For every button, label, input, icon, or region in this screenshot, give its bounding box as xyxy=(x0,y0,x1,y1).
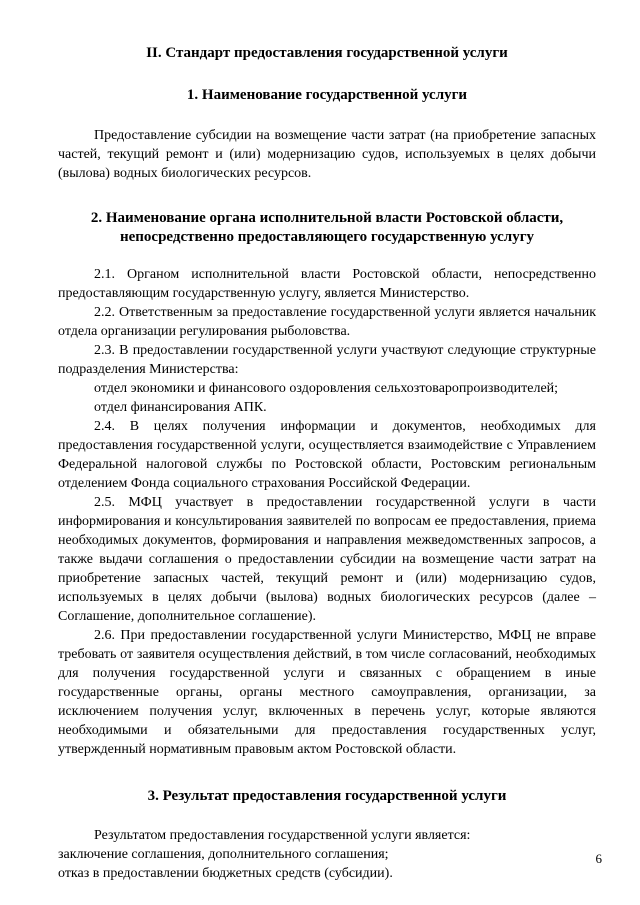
clause-2-5: 2.5. МФЦ участвует в предоставлении государственной услуги в части информирования и консультирования заявителей по вопросам ее предоставления, приема необходимых документов, формирования и направления межведомственных запросов, а также выдачи соглашения о предоставлении субсидии на возмещение части затрат на приобретение запасных частей, текущий ремонт и (или) модернизацию судов, используемых в целях добычи (вылова) водных биологических ресурсов (далее – Соглашение, дополнительное соглашение). xyxy=(58,495,596,624)
section-3-heading: 3. Результат предоставления государственной услуги xyxy=(147,788,507,804)
section-2-heading-line-2: непосредственно предоставляющего государственную услугу xyxy=(119,229,535,245)
clause-2-3-item-2: отдел финансирования АПК. xyxy=(94,400,267,415)
clause-2-3-item-1: отдел экономики и финансового оздоровления сельхозтоваропроизводителей; xyxy=(94,381,559,396)
section-2-heading-line-1: 2. Наименование органа исполнительной власти Ростовской области, xyxy=(90,210,564,226)
page-number: 6 xyxy=(595,851,602,866)
clause-2-2: 2.2. Ответственным за предоставление государственной услуги является начальник отдела организации регулирования рыболовства. xyxy=(58,305,596,339)
clause-2-1: 2.1. Органом исполнительной власти Ростовской области, непосредственно предоставляющим государственную услугу, является Министерство. xyxy=(58,267,596,301)
clause-2-4: 2.4. В целях получения информации и документов, необходимых для предоставления государственной услуги, осуществляется взаимодействие с Управлением Федеральной налоговой службы по Ростовской области, Ростовским региональным отделением Фонда социального страхования Российской Федерации. xyxy=(58,419,596,491)
section-1-heading: 1. Наименование государственной услуги xyxy=(186,87,468,103)
section-3-result-1: заключение соглашения, дополнительного соглашения; xyxy=(58,847,389,862)
section-3-result-2: отказ в предоставлении бюджетных средств (субсидии). xyxy=(58,866,393,881)
section-3-intro: Результатом предоставления государственной услуги является: xyxy=(94,828,471,843)
clause-2-3: 2.3. В предоставлении государственной услуги участвуют следующие структурные подразделения Министерства: xyxy=(58,343,596,377)
document-title: II. Стандарт предоставления государственной услуги xyxy=(146,45,508,61)
section-2-heading xyxy=(58,209,596,247)
document-content xyxy=(58,44,596,883)
clause-2-6: 2.6. При предоставлении государственной услуги Министерство, МФЦ не вправе требовать от заявителя осуществления действий, в том числе согласований, необходимых для получения государственной услуги и связанных с обращением в иные государственные органы, органы местного самоуправления, организации, за исключением получения услуг, включенных в перечень услуг, которые являются необходимыми и обязательными для предоставления государственных услуг, утвержденный нормативным правовым актом Ростовской области. xyxy=(58,628,596,757)
section-1-paragraph: Предоставление субсидии на возмещение части затрат (на приобретение запасных частей, текущий ремонт и (или) модернизацию судов, используемых в целях добычи (вылова) водных биологических ресурсов. xyxy=(58,128,596,181)
